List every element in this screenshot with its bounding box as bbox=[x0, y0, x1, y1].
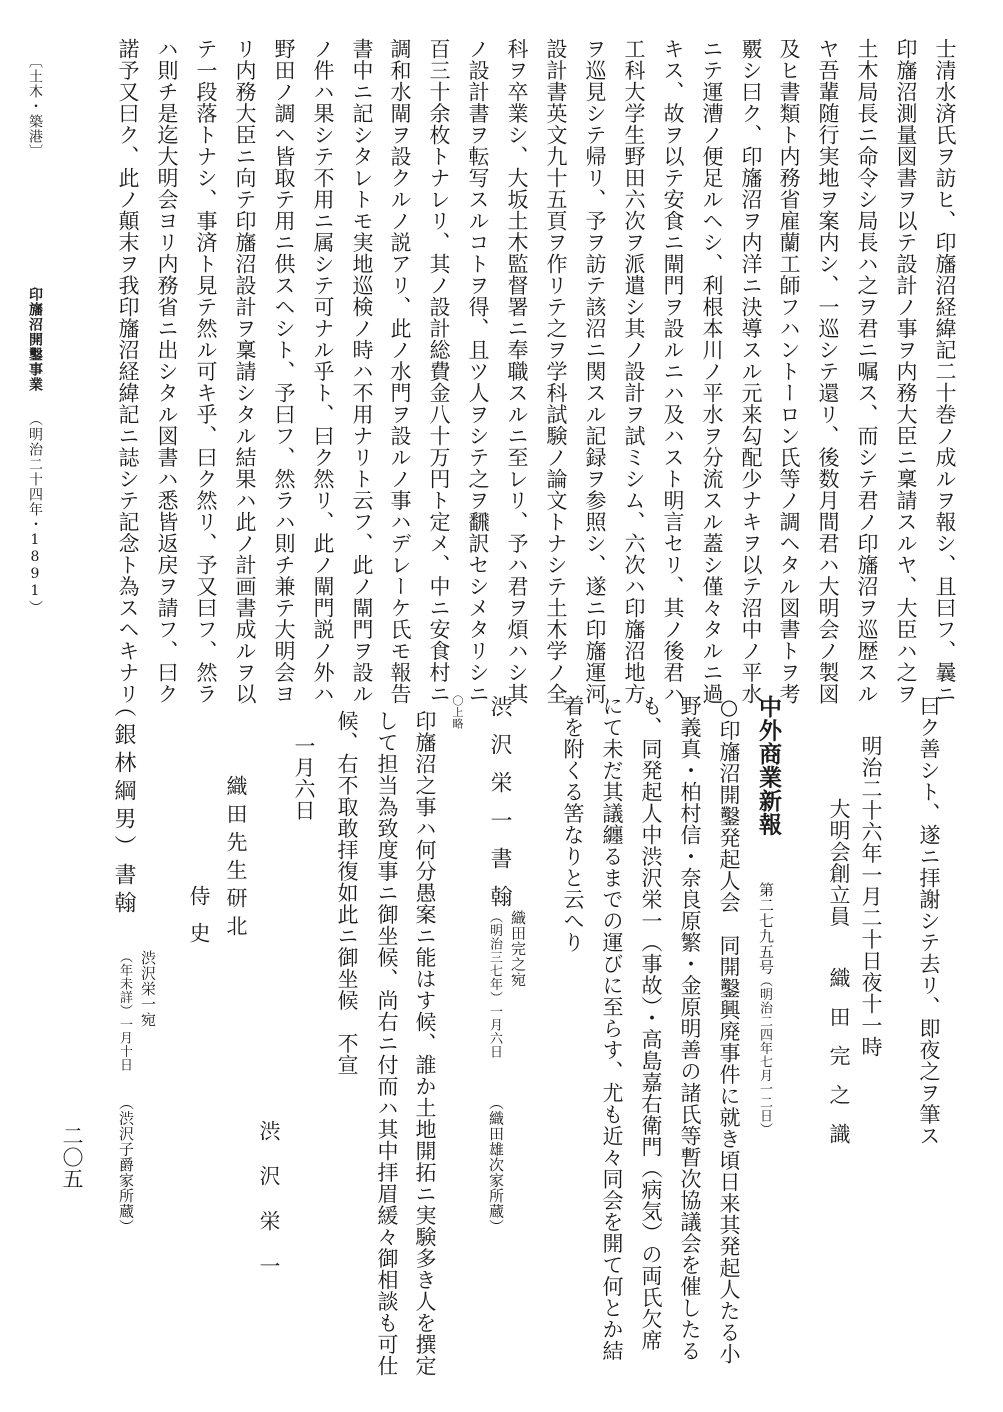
newspaper-issue: 第二七九五号 bbox=[757, 882, 775, 975]
newspaper-line-1: ○印旛沼開鑿発起人会 同開鑿興廃事件に就き頃日来其発起人たる小 bbox=[717, 695, 741, 1365]
upper-column-9: 工科大学生野田六次ヲ派遣シ其ノ設計ヲ試ミシム、六次ハ印旛沼地方 bbox=[622, 38, 646, 705]
newspaper-name: 中外商業新報 bbox=[755, 695, 782, 836]
upper-column-11: 設計書英文九十五頁ヲ作リテ之ヲ学科試験ノ論文トナシテ土木学ノ全 bbox=[544, 38, 568, 705]
letter1-line-3: 候、右不取敢拝復如此ニ御坐候 不宣 bbox=[335, 710, 359, 1076]
upper-column-12: 科ヲ卒業シ、大坂土木監督署ニ奉職スルニ至レリ、予ハ君ヲ煩ハシ其 bbox=[505, 38, 529, 705]
letter1-heading: 渋沢栄一書翰 bbox=[487, 695, 512, 923]
upper-column-16: 書中ニ記シタレトモ実地巡検ノ時ハ不用ナリト云フ、此ノ閘門ヲ設ル bbox=[350, 38, 374, 705]
upper-column-3: 土木局長ニ命令シ局長ハ之ヲ君ニ嘱ス、而シテ君ノ印旛沼ヲ巡歴スル bbox=[855, 38, 879, 705]
newspaper-date: （明治二四年七月一二日） bbox=[757, 974, 772, 1136]
upper-column-13: ノ設計書ヲ転写スルコトヲ得、且ツ人ヲシテ之ヲ飜訳セシメタリシニ bbox=[466, 38, 490, 705]
upper-column-21: ハ則チ是迄大明会ヨリ内務省ニ出シタル図書ハ悉皆返戻ヲ請フ、曰ク bbox=[155, 38, 179, 705]
header-title: 印旛沼開鑿事業 bbox=[27, 287, 43, 392]
newspaper-line-4: にて未だ其議纏るまでの運びに至らす、尤も近々同会を開て何とか結 bbox=[600, 695, 624, 1362]
upper-column-7: ニテ運漕ノ便足ルヘシ、利根本川ノ平水ヲ分流スル蓋シ僅々タルニ過 bbox=[700, 38, 724, 705]
upper-column-2: 印旛沼測量図書ヲ以テ設計ノ事ヲ内務大臣ニ稟請スルヤ、大臣ハ之ヲ bbox=[894, 38, 918, 705]
upper-column-4: ヤ吾輩随行実地ヲ案内シ、一巡シテ還リ、後数月間君ハ大明会ノ製図 bbox=[816, 38, 840, 705]
signer-title: 大明会創立員 bbox=[827, 798, 851, 927]
upper-column-15: 調和水閘ヲ設クルノ説アリ、此ノ水門ヲ設ルノ事ハデレーケ氏モ報告 bbox=[388, 38, 412, 705]
upper-column-10: ヲ巡見シテ帰リ、予ヲ訪テ該沼ニ関スル記録ヲ参照シ、遂ニ印旛運河 bbox=[583, 38, 607, 705]
letter2-date: （年未詳）一月十日 bbox=[117, 950, 132, 1072]
letter1-date: （明治三七年）一月六日 bbox=[487, 910, 502, 1059]
letter2-source: （渋沢子爵家所蔵） bbox=[117, 1095, 135, 1235]
upper-column-17: ノ件ハ果シテ不用ニ属シテ可ナル乎ト、曰ク然リ、此ノ閘門説ノ外ハ bbox=[311, 38, 335, 705]
header-era: （明治二十四年・1891） bbox=[27, 412, 43, 615]
upper-column-5: 及ヒ書類ト内務省雇蘭工師フハントーロン氏等ノ調ヘタル図書トヲ考 bbox=[777, 38, 801, 705]
newspaper-line-3: も、同発起人中渋沢栄一（事故）・高島嘉右衛門（病気）の両氏欠席 bbox=[639, 695, 663, 1351]
letter1-line-1: 印旛沼之事ハ何分愚案ニ能はす候、誰か土地開拓ニ実験多き人を撰定 bbox=[413, 710, 437, 1377]
letter2-heading: （銀林綱男）書翰 bbox=[111, 695, 136, 919]
upper-column-20: テ一段落トナシ、事済ト見テ然ル可キ乎、曰ク然リ、予又曰フ、然ラ bbox=[194, 38, 218, 705]
upper-column-8: キス、故ヲ以テ安食ニ閘門ヲ設ルニハ及ハスト明言セリ、其ノ後君ハ bbox=[661, 38, 685, 705]
header-category: 〔土木・築港〕 bbox=[27, 54, 43, 159]
letter1-line-2: して担当為致度事ニ御坐候、尚右ニ付而ハ其中拝眉緩々御相談も可仕 bbox=[375, 710, 399, 1377]
newspaper-line-2: 野義真・柏村信・奈良原繁・金原明善の諸氏等暫次協議会を催したる bbox=[678, 695, 702, 1362]
letter1-recipient: 織田先生研北 bbox=[224, 775, 248, 943]
omitted-mark: 〇上略 bbox=[451, 695, 464, 730]
upper-column-19: リ内務大臣ニ向テ印旛沼設計ヲ稟請シタル結果ハ此ノ計画書成ルヲ以 bbox=[233, 38, 257, 705]
letter1-source: （織田雄次家所蔵） bbox=[487, 1095, 505, 1235]
newspaper-line-5: 着を附くる筈なりと云へり bbox=[561, 695, 585, 953]
upper-column-14: 百三十余枚トナレリ、其ノ設計総費金八十万円ト定メ、中ニ安食村ニ bbox=[427, 38, 451, 705]
upper-column-6: 覈シ曰ク、印旛沼ヲ内洋ニ決導スル元来勾配少ナキヲ以テ沼中ノ平水 bbox=[739, 38, 763, 705]
letter1-addressee: 織田完之宛 bbox=[509, 910, 527, 988]
letter1-closing-date: 一月六日 bbox=[292, 735, 316, 821]
continuation-line: 曰ク善シト、遂ニ拝謝シテ去リ、即夜之ヲ筆ス bbox=[917, 695, 941, 1147]
page-number: 二〇五 bbox=[60, 1125, 84, 1190]
continuation-date: 明治二十六年一月二十日夜十一時 bbox=[859, 735, 883, 1058]
letter2-addressee: 渋沢栄一宛 bbox=[139, 950, 157, 1028]
upper-column-18: 野田ノ調ヘ皆取テ用ニ供スヘシト、予曰フ、然ラハ則チ兼テ大明会ヨ bbox=[272, 38, 296, 705]
upper-column-1: 士清水済氏ヲ訪ヒ、印旛沼経緯記二十巻ノ成ルヲ報シ、且曰フ、曩ニ bbox=[933, 38, 957, 705]
upper-column-22: 諾予又曰ク、此ノ顛末ヲ我印旛沼経緯記ニ誌シテ記念ト為スヘキナリ bbox=[116, 38, 140, 705]
letter1-sender: 渋沢栄一 bbox=[257, 1120, 281, 1300]
letter1-honorific: 侍史 bbox=[187, 885, 211, 959]
signer-name: 織田完之識 bbox=[827, 967, 851, 1162]
